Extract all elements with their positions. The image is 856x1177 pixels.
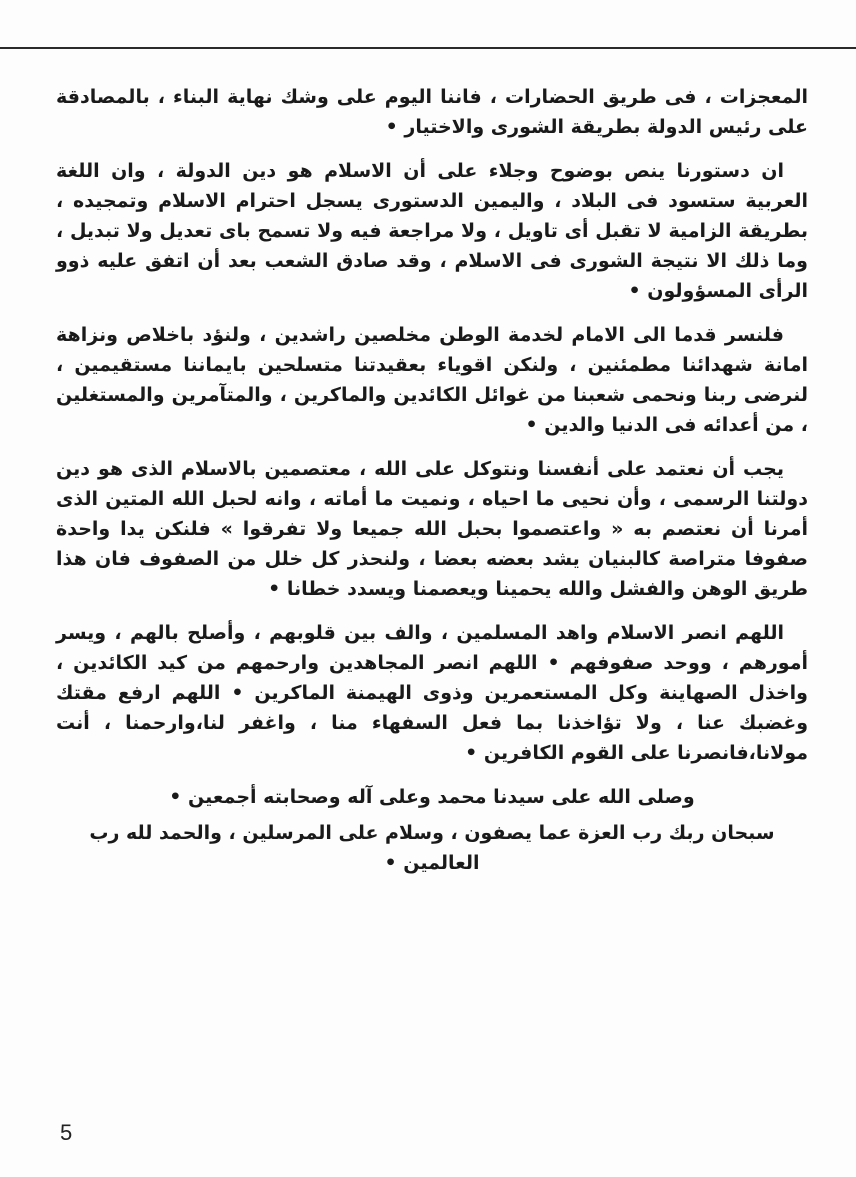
paragraph-1: المعجزات ، فى طريق الحضارات ، فاننا اليوم على وشك نهاية البناء ، بالمصادقة على رئيس الدولة بطريقة الشورى والاختيار • [56,86,808,138]
paragraph-4: يجب أن نعتمد على أنفسنا ونتوكل على الله ، معتصمين بالاسلام الذى هو دين دولتنا الرسمى ، وأن نحيى ما احياه ، ونميت ما أماته ، وانه لحبل الله المتين الذى أمرنا أن نعتصم به « واعتصموا بحبل الله جميعا ولا تفرقوا » فلنكن يدا واحدة صفوفا متراصة كالبنيان يشد بعضه بعضا ، ولنحذر كل خلل من الصفوف فان هذا طريق الوهن والفشل والله يحمينا ويعصمنا ويسدد خطانا • [56,458,808,600]
closing-line-2: سبحان ربك رب العزة عما يصفون ، وسلام على المرسلين ، والحمد لله رب العالمين • [89,822,775,874]
page-number: 5 [60,1120,73,1145]
closing-line-1: وصلى الله على سيدنا محمد وعلى آله وصحابته أجمعين • [169,786,695,808]
paragraph-3: فلنسر قدما الى الامام لخدمة الوطن مخلصين راشدين ، ولنؤد باخلاص ونزاهة امانة شهدائنا مطمئنين ، ولنكن اقوياء بعقيدتنا متسلحين بايماننا مستقيمين ، لنرضى ربنا ونحمى شعبنا من غوائل الكائدين والماكرين ، والمتآمرين والمستغلين ، من أعدائه فى الدنيا والدين • [56,324,808,436]
paragraph-5: اللهم انصر الاسلام واهد المسلمين ، والف بين قلوبهم ، وأصلح بالهم ، ويسر أمورهم ، ووحد صفوفهم • اللهم انصر المجاهدين وارحمهم من كيد الكائدين ، واخذل الصهاينة وكل المستعمرين وذوى الهيمنة الماكرين • اللهم ارفع مقتك وغضبك عنا ، ولا تؤاخذنا بما فعل السفهاء منا ، واغفر لنا،وارحمنا ، أنت مولانا،فانصرنا على القوم الكافرين • [56,622,808,764]
paragraph-2: ان دستورنا ينص بوضوح وجلاء على أن الاسلام هو دين الدولة ، وان اللغة العربية ستسود فى البلاد ، واليمين الدستورى يسجل احترام الاسلام وتمجيده ، بطريقة الزامية لا تقبل أى تاويل ، ولا مراجعة فيه ولا تسمح باى تعديل ولا تبديل ، وما ذلك الا نتيجة الشورى فى الاسلام ، وقد صادق الشعب بعد أن اتفق عليه ذوو الرأى المسؤولون • [56,160,808,302]
top-rule [0,47,856,49]
body-text [56,82,808,878]
